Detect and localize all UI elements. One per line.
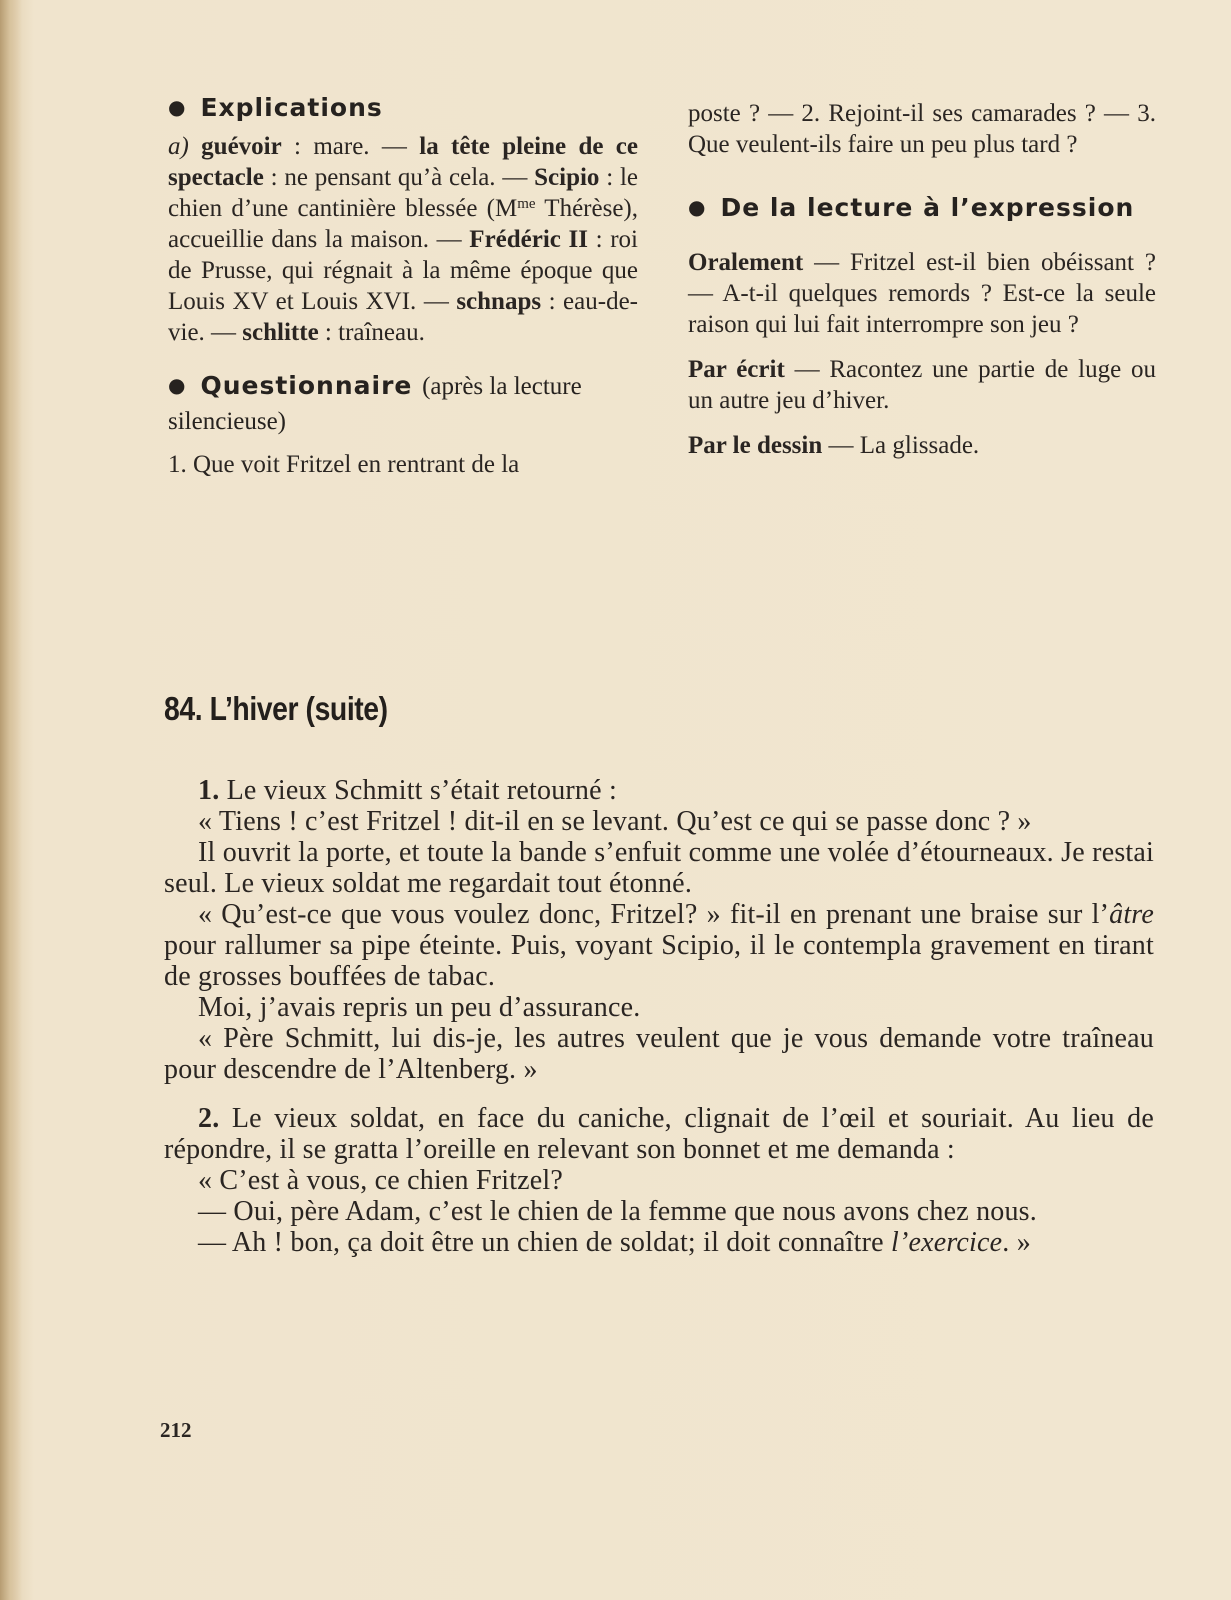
explications-heading: ● Explications <box>168 93 383 122</box>
body-paragraph: « Qu’est-ce que vous voulez donc, Fritzel? » fit-il en prenant une braise sur l’âtre pour rallumer sa pipe éteinte. Puis, voyant Scipio, il le contempla gravement en tirant de grosses bouffées de tabac. <box>164 899 1154 992</box>
explications-text: a) guévoir : mare. — la tête pleine de ce spectacle : ne pensant qu’à cela. — Scipio : le chien d’une cantinière blessée ($M^{me}$ Thérèse), accueillie dans la maison. — Frédéric II : roi de Prusse, qui régnait à la même époque que Louis XV et Louis XVI. — schnaps : eau-de-vie. — schlitte : traîneau. <box>168 133 638 346</box>
body-paragraph: « Tiens ! c’est Fritzel ! dit-il en se levant. Qu’est ce qui se passe donc ? » <box>198 806 1032 837</box>
body-paragraph: Moi, j’avais repris un peu d’assurance. <box>198 992 641 1023</box>
par-ecrit-text: Par écrit — Racontez une partie de luge ou un autre jeu d’hiver. <box>688 356 1156 414</box>
body-paragraph: 1. Le vieux Schmitt s’était retourné : <box>198 775 617 806</box>
questions-continued: poste ? — 2. Rejoint-il ses camarades ? — 3. Que veulent-ils faire un peu plus tard ? <box>688 100 1156 158</box>
expression-heading: ● De la lecture à l’expression <box>688 193 1135 222</box>
questionnaire-aside: (après la lecture silencieuse) <box>168 373 582 435</box>
right-column <box>688 90 1156 475</box>
page-number: 212 <box>160 1418 192 1442</box>
oralement-text: Oralement — Fritzel est-il bien obéissant ? — A-t-il quelques remords ? Est-ce la seule raison qui lui fait interrompre son jeu ? <box>688 249 1156 338</box>
questionnaire-heading: ● Questionnaire (après la lecture silencieuse) <box>168 371 582 435</box>
chapter-body <box>164 775 1154 1258</box>
page-spine-shadow <box>0 0 22 1600</box>
body-paragraph: Il ouvrit la porte, et toute la bande s’enfuit comme une volée d’étourneaux. Je restai seul. Le vieux soldat me regardait tout étonné. <box>164 837 1154 899</box>
chapter-title: 84. L’hiver (suite) <box>164 690 388 727</box>
body-paragraph: — Ah ! bon, ça doit être un chien de soldat; il doit connaître l’exercice. » <box>198 1227 1031 1258</box>
body-paragraph: 2. Le vieux soldat, en face du caniche, clignait de l’œil et souriait. Au lieu de répondre, il se gratta l’oreille en relevant son bonnet et me demanda : <box>164 1103 1154 1165</box>
body-paragraph: — Oui, père Adam, c’est le chien de la femme que nous avons chez nous. <box>198 1196 1037 1227</box>
body-paragraph: « C’est à vous, ce chien Fritzel? <box>198 1165 564 1196</box>
left-column <box>168 90 638 480</box>
par-le-dessin-text: Par le dessin — La glissade. <box>688 432 980 459</box>
question-1: 1. Que voit Fritzel en rentrant de la <box>168 451 520 478</box>
body-paragraph: « Père Schmitt, lui dis-je, les autres veulent que je vous demande votre traîneau pour descendre de l’Altenberg. » <box>164 1023 1154 1085</box>
